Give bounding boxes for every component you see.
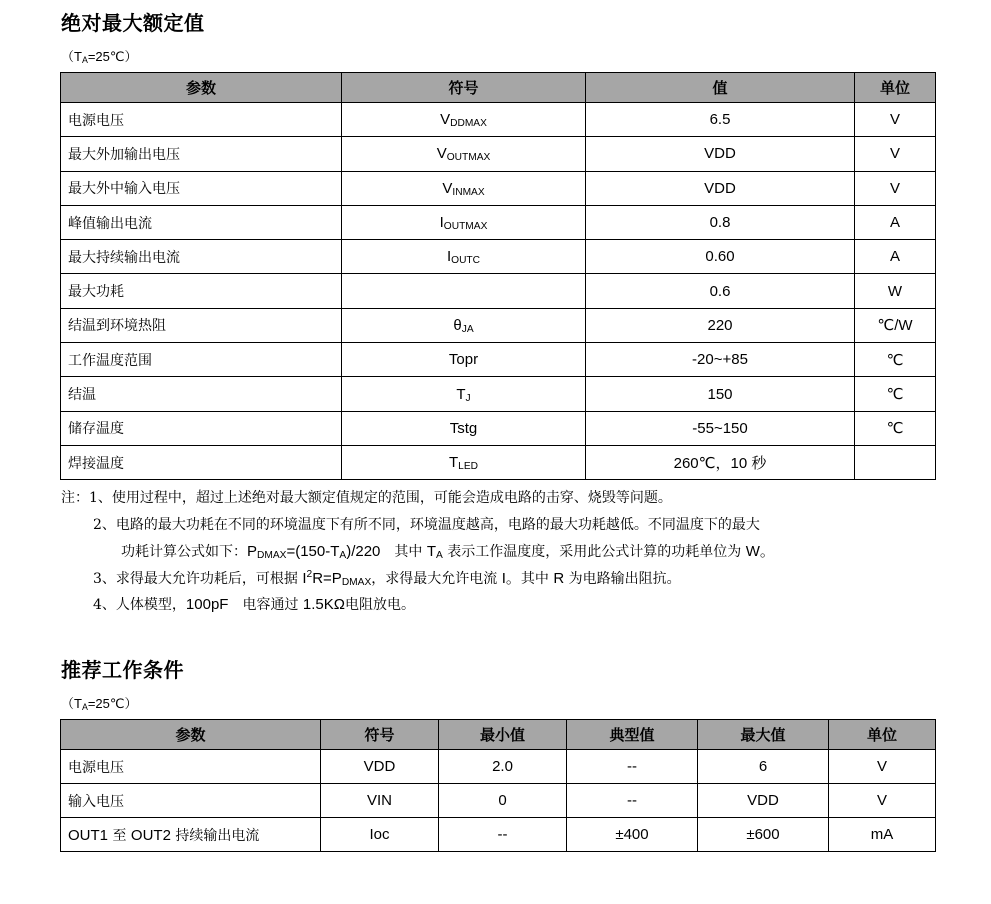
symbol: $V_{OUTMAX}$ (342, 137, 586, 171)
condition-label: $(T_A=25℃)$ (61, 696, 138, 712)
unit: ℃ (855, 377, 936, 411)
note-2-line-2: 功耗计算公式如下：$P_{DMAX}=(150-T_A)/220$ 其中 $T_A$ 表示工作温度度，采用此公式计算的功耗单位为 W。 (121, 543, 775, 562)
value: VDD (586, 171, 855, 205)
table-row (61, 137, 936, 171)
value: 6.5 (586, 103, 855, 137)
value: 220 (586, 308, 855, 342)
table-row (61, 205, 936, 239)
header-typ: 典型值 (567, 720, 698, 750)
symbol: $I_{OUTC}$ (342, 240, 586, 274)
param-name: OUT1 至 OUT2 持续输出电流 (61, 818, 321, 852)
table-header-row (61, 73, 936, 103)
value: 150 (586, 377, 855, 411)
value: -55~150 (586, 411, 855, 445)
value: -20~+85 (586, 343, 855, 377)
max-value: VDD (698, 784, 829, 818)
header-param: 参数 (61, 720, 321, 750)
value: 0.6 (586, 274, 855, 308)
table-row (61, 171, 936, 205)
symbol: $T_J$ (342, 377, 586, 411)
typ-value: -- (567, 750, 698, 784)
table-row (61, 818, 936, 852)
param-name: 最大外加输出电压 (61, 137, 342, 171)
table-row (61, 103, 936, 137)
param-name: 输入电压 (61, 784, 321, 818)
symbol: $I_{OUTMAX}$ (342, 205, 586, 239)
section-title-recommended: 推荐工作条件 (61, 658, 184, 682)
min-value: 2.0 (439, 750, 567, 784)
param-name: 电源电压 (61, 750, 321, 784)
header-symbol: 符号 (342, 73, 586, 103)
table-row (61, 343, 936, 377)
param-name: 最大持续输出电流 (61, 240, 342, 274)
symbol: Tstg (342, 411, 586, 445)
symbol: $V_{DDMAX}$ (342, 103, 586, 137)
param-name: 工作温度范围 (61, 343, 342, 377)
symbol: VIN (321, 784, 439, 818)
param-name: 储存温度 (61, 411, 342, 445)
min-value: 0 (439, 784, 567, 818)
header-symbol: 符号 (321, 720, 439, 750)
table-row (61, 445, 936, 479)
symbol: Ioc (321, 818, 439, 852)
value: 260℃，10 秒 (586, 445, 855, 479)
unit: V (829, 750, 936, 784)
unit: V (855, 103, 936, 137)
unit: W (855, 274, 936, 308)
typ-value: ±400 (567, 818, 698, 852)
unit: V (829, 784, 936, 818)
unit: mA (829, 818, 936, 852)
unit: A (855, 205, 936, 239)
table-header-row (61, 720, 936, 750)
unit: V (855, 171, 936, 205)
header-min: 最小值 (439, 720, 567, 750)
symbol: $\theta_{JA}$ (342, 308, 586, 342)
param-name: 电源电压 (61, 103, 342, 137)
table-row (61, 411, 936, 445)
header-unit: 单位 (829, 720, 936, 750)
unit: ℃ (855, 411, 936, 445)
note-4: 4、人体模型，100pF 电容通过 1.5KΩ电阻放电。 (93, 596, 415, 613)
value: 0.8 (586, 205, 855, 239)
param-name: 最大功耗 (61, 274, 342, 308)
symbol (342, 274, 586, 308)
param-name: 结温 (61, 377, 342, 411)
unit: ℃ (855, 343, 936, 377)
table-row (61, 308, 936, 342)
table-row (61, 377, 936, 411)
value: VDD (586, 137, 855, 171)
unit: V (855, 137, 936, 171)
absolute-max-table (60, 72, 936, 480)
param-name: 最大外中输入电压 (61, 171, 342, 205)
typ-value: -- (567, 784, 698, 818)
table-row (61, 784, 936, 818)
condition-label: $(T_A=25℃)$ (61, 49, 138, 65)
unit (855, 445, 936, 479)
symbol: $V_{INMAX}$ (342, 171, 586, 205)
symbol: $T_{LED}$ (342, 445, 586, 479)
table-row (61, 274, 936, 308)
header-max: 最大值 (698, 720, 829, 750)
unit: A (855, 240, 936, 274)
header-value: 值 (586, 73, 855, 103)
header-unit: 单位 (855, 73, 936, 103)
note-2-line-1: 2、电路的最大功耗在不同的环境温度下有所不同，环境温度越高，电路的最大功耗越低。不同温度下的最大 (93, 517, 760, 533)
param-name: 焊接温度 (61, 445, 342, 479)
value: 0.60 (586, 240, 855, 274)
note-3: 3、求得最大允许功耗后，可根据 $I^2R=P_{DMAX}$，求得最大允许电流 I。其中 R 为电路输出阻抗。 (93, 569, 681, 589)
recommended-conditions-table (60, 719, 936, 852)
max-value: 6 (698, 750, 829, 784)
note-1: 注：1、使用过程中，超过上述绝对最大额定值规定的范围，可能会造成电路的击穿、烧毁等问题。 (61, 490, 672, 506)
min-value: -- (439, 818, 567, 852)
section-title-absolute-max: 绝对最大额定值 (61, 11, 205, 35)
max-value: ±600 (698, 818, 829, 852)
param-name: 结温到环境热阻 (61, 308, 342, 342)
param-name: 峰值输出电流 (61, 205, 342, 239)
header-param: 参数 (61, 73, 342, 103)
symbol: Topr (342, 343, 586, 377)
unit: ℃/W (855, 308, 936, 342)
symbol: VDD (321, 750, 439, 784)
table-row (61, 750, 936, 784)
table-row (61, 240, 936, 274)
